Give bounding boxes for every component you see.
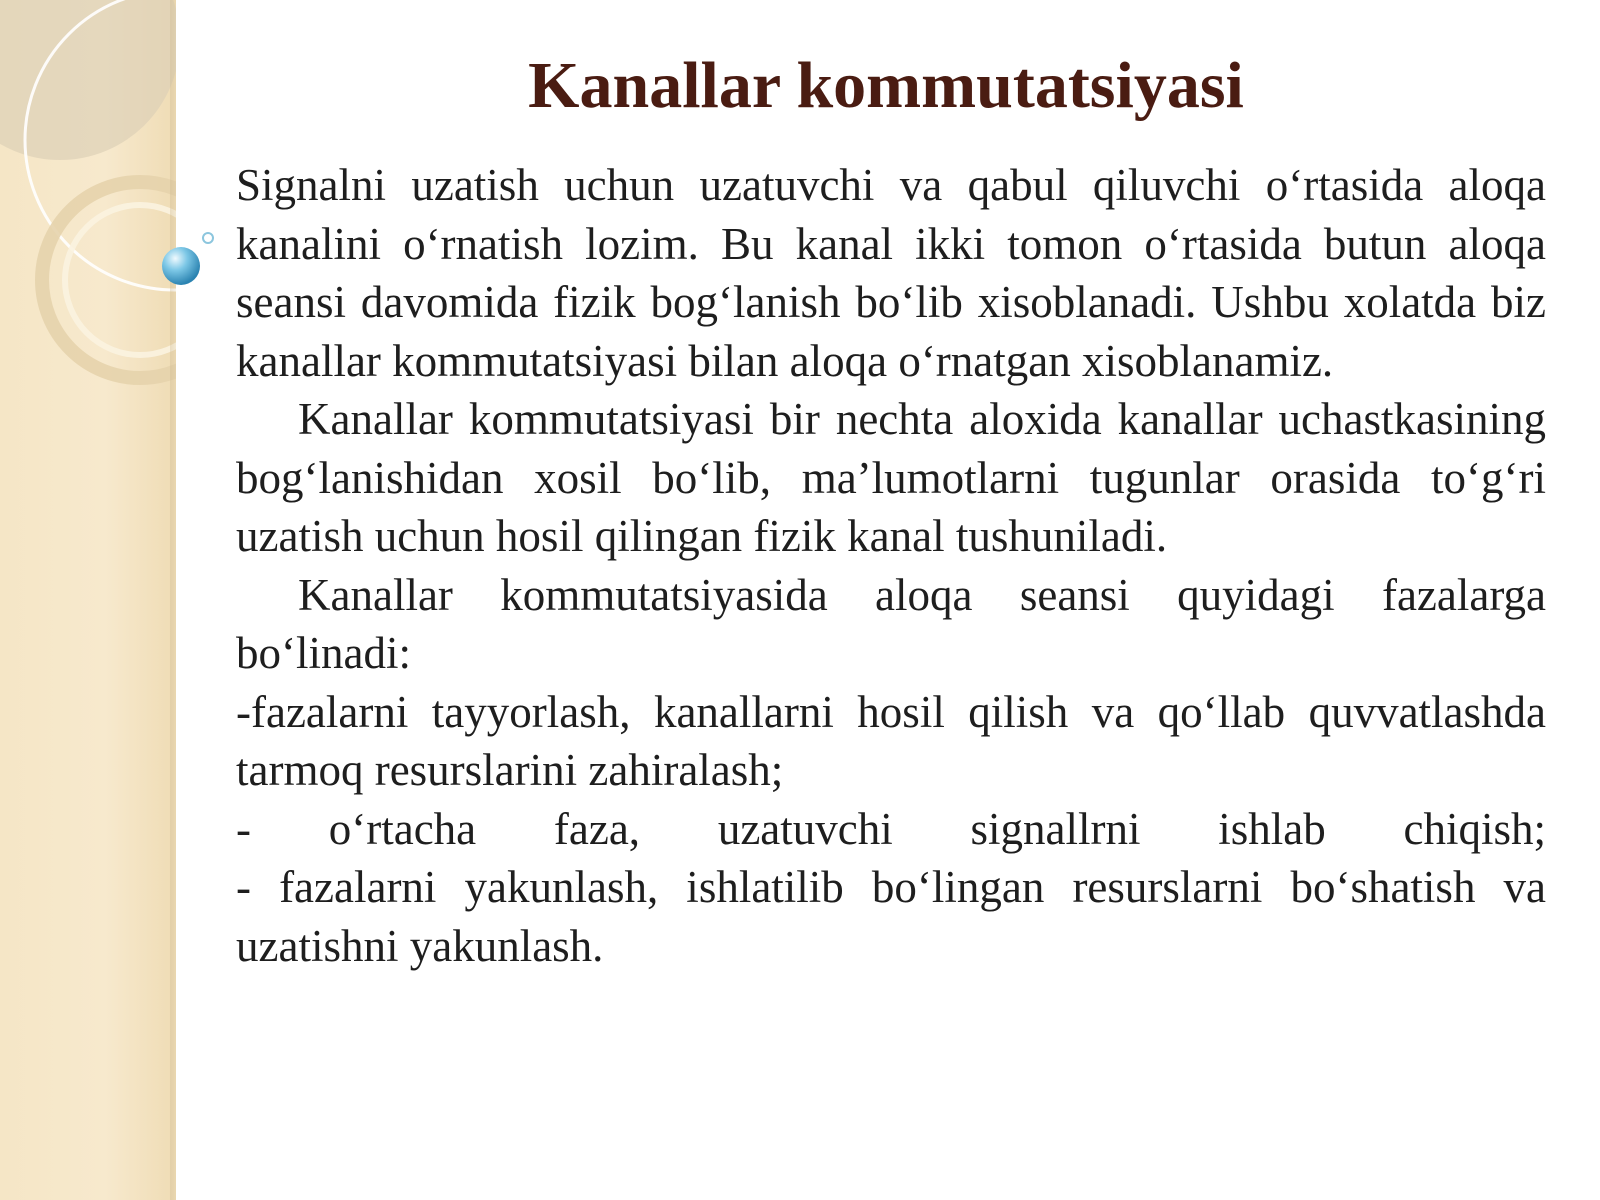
list-item-phase-finish: - fazalarni yakunlash, ishlatilib bo‘lingan resurslarni bo‘shatish va uzatishni yakunlash. — [236, 862, 1546, 971]
decorative-sidebar — [0, 0, 176, 1200]
decorative-circles — [0, 0, 176, 1200]
bullet-orb-icon — [150, 220, 230, 300]
list-item-phase-prepare: -fazalarni tayyorlash, kanallarni hosil qilish va qo‘llab quvvatlashda tarmoq resurslarini zahiralash; — [236, 686, 1546, 795]
small-orb-icon — [203, 233, 213, 243]
slide-title: Kanallar kommutatsiyasi — [528, 49, 1244, 122]
list-item-phase-middle: - o‘rtacha faza, uzatuvchi signallrni ishlab chiqish; — [236, 803, 1546, 854]
slide-body — [236, 156, 1546, 975]
sidebar-edge-shadow — [170, 0, 176, 1200]
paragraph-definition: Kanallar kommutatsiyasi bir nechta aloxida kanallar uchastkasining bog‘lanishidan xosil bo‘lib, ma’lumotlarni tugunlar orasida to‘g‘ri uzatish uchun hosil qilingan fizik kanal tushuniladi. — [236, 394, 1546, 561]
paragraph-phases-intro: Kanallar kommutatsiyasida aloqa seansi quyidagi fazalarga bo‘linadi: — [236, 569, 1546, 678]
paragraph-intro: Signalni uzatish uchun uzatuvchi va qabul qiluvchi o‘rtasida aloqa kanalini o‘rnatish lozim. Bu kanal ikki tomon o‘rtasida butun aloqa seansi davomida fizik bog‘lanish bo‘lib xisoblanadi. Ushbu xolatda biz kanallar kommutatsiyasi bilan aloqa o‘rnatgan xisoblanamiz. — [236, 160, 1546, 386]
